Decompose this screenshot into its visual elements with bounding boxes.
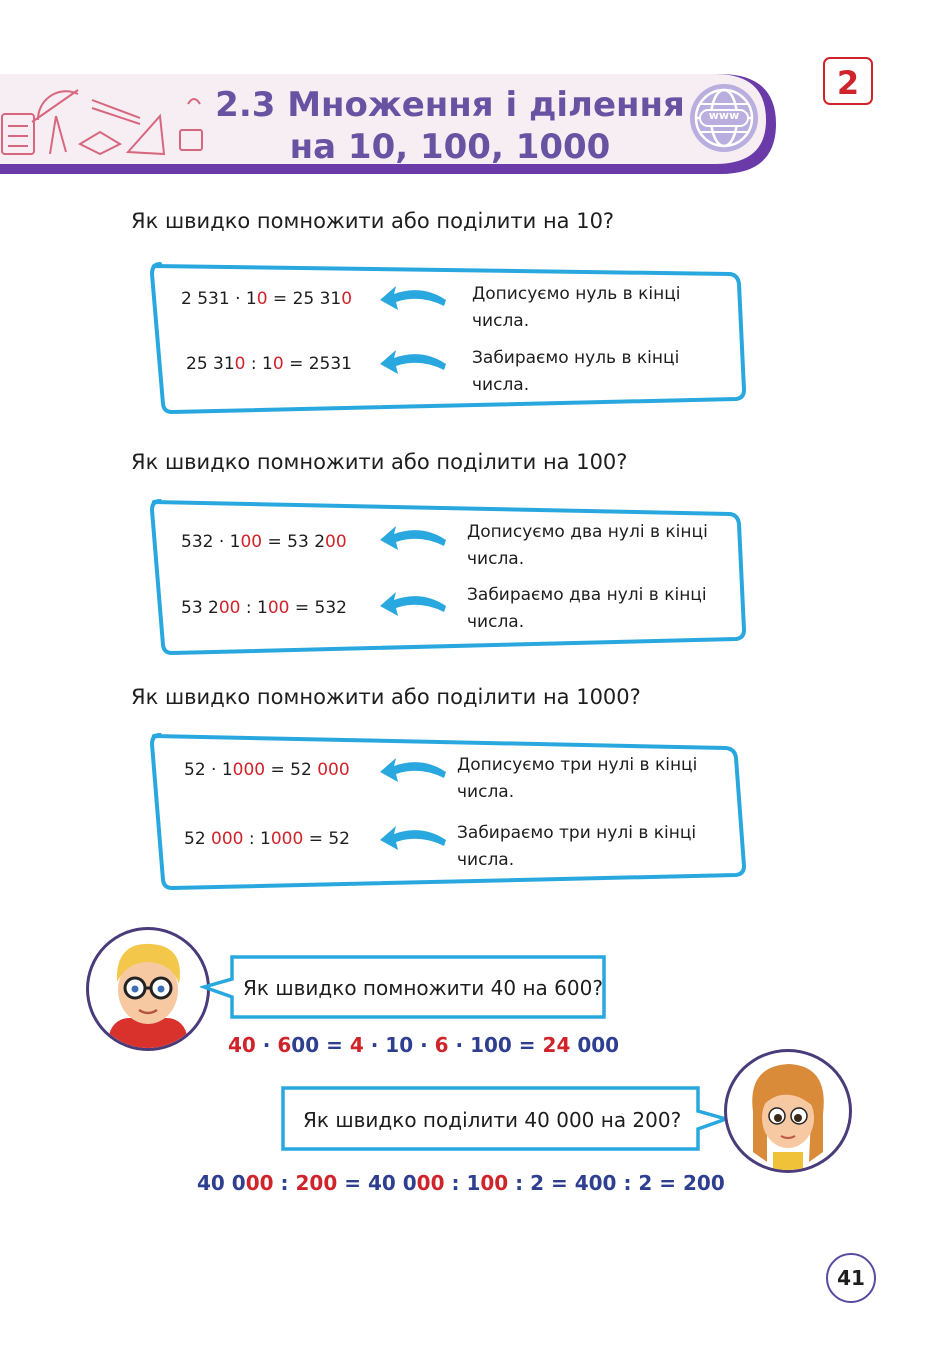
equation-10-divide: 25 310 : 10 = 2531 (186, 354, 353, 374)
equation-100-multiply: 532 · 100 = 53 200 (181, 532, 347, 552)
equation-100-divide: 53 200 : 100 = 532 (181, 598, 347, 618)
formula-multiply-40-600: 40 · 600 = 4 · 10 · 6 · 100 = 24 000 (228, 1033, 620, 1057)
boy-avatar (86, 927, 210, 1051)
girl-avatar (724, 1049, 852, 1173)
chapter-badge: 2 (823, 57, 873, 105)
rule-10-multiply: Дописуємо нуль в кінці числа. (472, 284, 681, 331)
page-title (200, 84, 700, 168)
page-number: 41 (826, 1253, 876, 1303)
question-1000: Як швидко помножити або поділити на 1000? (131, 685, 641, 709)
equation-10-multiply: 2 531 · 10 = 25 310 (181, 289, 353, 309)
rule-1000-multiply: Дописуємо три нулі в кінці числа. (457, 755, 698, 802)
curved-arrow-icon (378, 754, 448, 786)
question-10: Як швидко помножити або поділити на 10? (131, 209, 615, 233)
equation-1000-multiply: 52 · 1000 = 52 000 (184, 760, 350, 780)
www-label: www (708, 109, 740, 122)
rule-100-divide: Забираємо два нулі в кінці числа. (467, 585, 707, 632)
rule-1000-divide: Забираємо три нулі в кінці числа. (457, 823, 697, 870)
curved-arrow-icon (378, 522, 448, 554)
rule-100-multiply: Дописуємо два нулі в кінці числа. (467, 522, 708, 569)
title-line-1: 2.3 Множення і ділення (215, 85, 685, 125)
curved-arrow-icon (378, 282, 448, 314)
question-100: Як швидко помножити або поділити на 100? (131, 450, 628, 474)
formula-divide-40000-200: 40 000 : 200 = 40 000 : 100 : 2 = 400 : 2 = 200 (197, 1171, 725, 1195)
curved-arrow-icon (378, 346, 448, 378)
curved-arrow-icon (378, 822, 448, 854)
equation-1000-divide: 52 000 : 1000 = 52 (184, 829, 350, 849)
speech-bubble-1-text: Як швидко помножити 40 на 600? (243, 976, 603, 1000)
speech-bubble-2-text: Як швидко поділити 40 000 на 200? (303, 1108, 682, 1132)
rule-10-divide: Забираємо нуль в кінці числа. (472, 348, 680, 395)
title-line-2: на 10, 100, 1000 (289, 127, 611, 167)
curved-arrow-icon (378, 588, 448, 620)
